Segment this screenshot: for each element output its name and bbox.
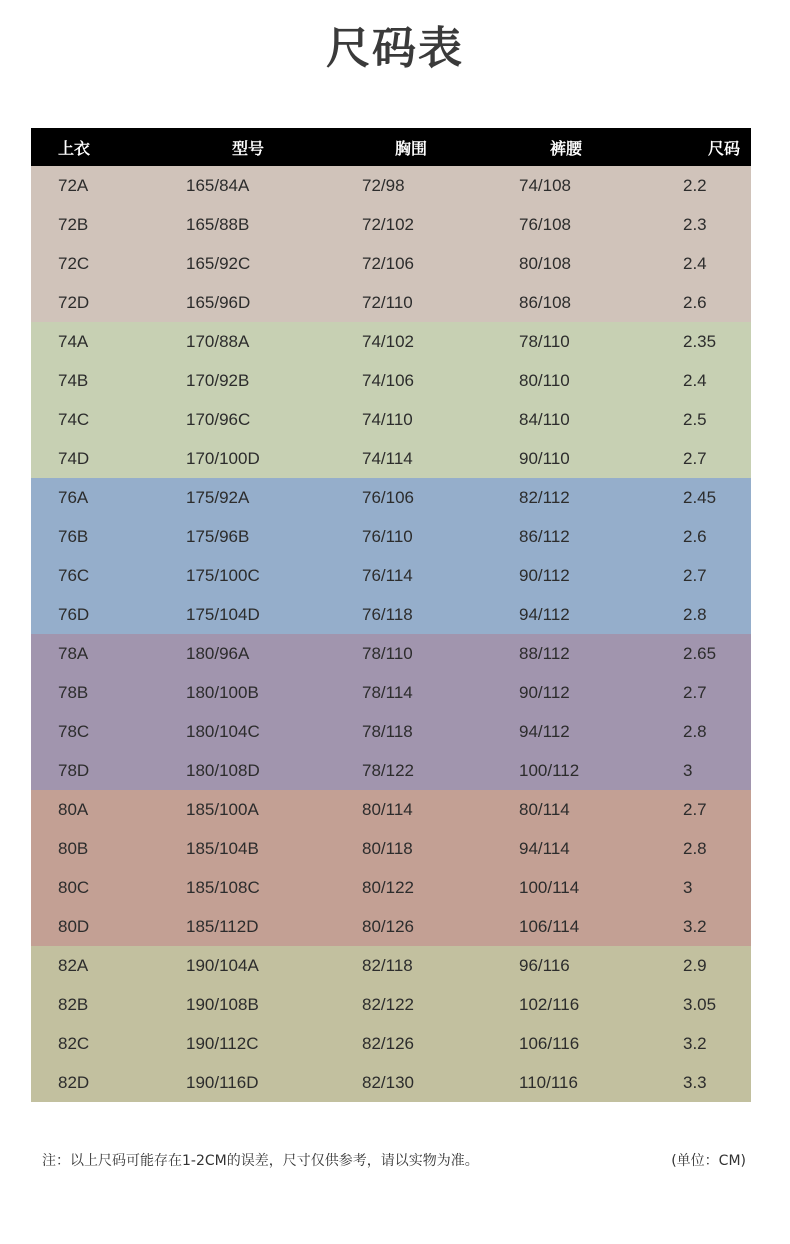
- cell-top: 80D: [58, 916, 90, 936]
- size-group: [31, 478, 751, 634]
- cell-top: 78D: [58, 760, 90, 780]
- cell-chest: 80/122: [362, 877, 414, 897]
- cell-top: 76D: [58, 604, 90, 624]
- cell-model: 190/104A: [186, 955, 259, 975]
- cell-top: 76B: [58, 526, 89, 546]
- cell-waist: 78/110: [519, 331, 570, 351]
- table-row: [31, 751, 751, 790]
- table-body: [31, 166, 751, 1102]
- cell-size: 2.8: [683, 604, 707, 624]
- cell-model: 175/92A: [186, 487, 250, 507]
- cell-model: 185/100A: [186, 799, 259, 819]
- table-row: [31, 946, 751, 985]
- cell-top: 74C: [58, 409, 90, 429]
- cell-top: 74D: [58, 448, 90, 468]
- cell-top: 72B: [58, 214, 89, 234]
- size-table: [31, 128, 751, 1102]
- cell-waist: 90/112: [519, 565, 570, 585]
- cell-waist: 100/114: [519, 877, 580, 897]
- table-row: [31, 985, 751, 1024]
- cell-top: 82D: [58, 1072, 90, 1092]
- cell-size: 2.3: [683, 214, 707, 234]
- cell-waist: 90/110: [519, 448, 570, 468]
- cell-model: 180/108D: [186, 760, 260, 780]
- cell-chest: 82/130: [362, 1072, 414, 1092]
- cell-chest: 78/122: [362, 760, 414, 780]
- cell-size: 2.6: [683, 526, 707, 546]
- cell-waist: 100/112: [519, 760, 580, 780]
- cell-model: 180/100B: [186, 682, 259, 702]
- unit-label: (单位：CM): [671, 1153, 746, 1169]
- cell-chest: 82/118: [362, 955, 413, 975]
- size-group: [31, 322, 751, 478]
- cell-top: 80B: [58, 838, 89, 858]
- cell-size: 2.45: [683, 487, 717, 507]
- cell-top: 74B: [58, 370, 89, 390]
- cell-size: 3.3: [683, 1072, 707, 1092]
- size-group: [31, 634, 751, 790]
- cell-waist: 88/112: [519, 643, 570, 663]
- cell-size: 2.6: [683, 292, 707, 312]
- cell-top: 78C: [58, 721, 90, 741]
- cell-chest: 76/110: [362, 526, 413, 546]
- cell-waist: 94/112: [519, 604, 570, 624]
- cell-waist: 94/114: [519, 838, 570, 858]
- cell-size: 2.4: [683, 253, 707, 273]
- cell-model: 165/84A: [186, 175, 250, 195]
- cell-chest: 72/102: [362, 214, 414, 234]
- cell-top: 76C: [58, 565, 90, 585]
- cell-size: 2.5: [683, 409, 707, 429]
- cell-chest: 76/118: [362, 604, 413, 624]
- cell-model: 170/92B: [186, 370, 250, 390]
- column-header-size: 尺码: [708, 138, 741, 158]
- table-row: [31, 790, 751, 829]
- cell-waist: 90/112: [519, 682, 570, 702]
- cell-waist: 96/116: [519, 955, 570, 975]
- cell-size: 2.2: [683, 175, 707, 195]
- cell-waist: 94/112: [519, 721, 570, 741]
- cell-size: 2.8: [683, 721, 707, 741]
- cell-size: 3.2: [683, 1033, 707, 1053]
- column-header-chest: 胸围: [395, 138, 428, 158]
- table-row: [31, 322, 751, 361]
- cell-model: 190/108B: [186, 994, 259, 1014]
- cell-chest: 80/118: [362, 838, 413, 858]
- cell-top: 82A: [58, 955, 89, 975]
- cell-waist: 84/110: [519, 409, 570, 429]
- table-row: [31, 868, 751, 907]
- cell-chest: 82/122: [362, 994, 414, 1014]
- cell-chest: 78/110: [362, 643, 413, 663]
- page-title: 尺码表: [326, 23, 464, 74]
- table-row: [31, 712, 751, 751]
- cell-waist: 102/116: [519, 994, 580, 1014]
- cell-model: 165/92C: [186, 253, 251, 273]
- table-row: [31, 673, 751, 712]
- table-row: [31, 517, 751, 556]
- cell-chest: 74/106: [362, 370, 414, 390]
- cell-chest: 80/114: [362, 799, 413, 819]
- cell-top: 82C: [58, 1033, 90, 1053]
- size-group: [31, 790, 751, 946]
- cell-model: 180/96A: [186, 643, 250, 663]
- cell-model: 190/112C: [186, 1033, 259, 1053]
- cell-size: 3: [683, 877, 693, 897]
- cell-chest: 74/114: [362, 448, 413, 468]
- cell-model: 175/96B: [186, 526, 250, 546]
- table-row: [31, 556, 751, 595]
- cell-chest: 72/98: [362, 175, 405, 195]
- cell-waist: 106/114: [519, 916, 580, 936]
- cell-model: 170/88A: [186, 331, 250, 351]
- cell-chest: 72/106: [362, 253, 414, 273]
- cell-size: 2.65: [683, 643, 717, 663]
- table-row: [31, 907, 751, 946]
- cell-waist: 82/112: [519, 487, 570, 507]
- cell-top: 74A: [58, 331, 89, 351]
- table-row: [31, 1024, 751, 1063]
- cell-model: 165/96D: [186, 292, 251, 312]
- cell-waist: 80/108: [519, 253, 571, 273]
- column-header-waist: 裤腰: [550, 138, 583, 158]
- cell-model: 180/104C: [186, 721, 260, 741]
- cell-size: 3.2: [683, 916, 707, 936]
- cell-size: 2.7: [683, 799, 707, 819]
- cell-model: 185/104B: [186, 838, 259, 858]
- cell-top: 78A: [58, 643, 89, 663]
- table-row: [31, 166, 751, 205]
- column-header-top: 上衣: [58, 138, 91, 158]
- size-group: [31, 166, 751, 322]
- cell-size: 2.8: [683, 838, 707, 858]
- cell-chest: 80/126: [362, 916, 414, 936]
- cell-top: 80C: [58, 877, 90, 897]
- cell-chest: 76/114: [362, 565, 413, 585]
- cell-waist: 80/110: [519, 370, 570, 390]
- table-row: [31, 400, 751, 439]
- cell-chest: 78/118: [362, 721, 413, 741]
- cell-model: 185/112D: [186, 916, 259, 936]
- table-row: [31, 361, 751, 400]
- cell-waist: 106/116: [519, 1033, 580, 1053]
- cell-model: 170/96C: [186, 409, 251, 429]
- table-row: [31, 1063, 751, 1102]
- cell-model: 170/100D: [186, 448, 260, 468]
- cell-chest: 76/106: [362, 487, 414, 507]
- cell-top: 82B: [58, 994, 89, 1014]
- cell-size: 2.35: [683, 331, 717, 351]
- cell-top: 78B: [58, 682, 89, 702]
- cell-waist: 86/112: [519, 526, 570, 546]
- footnote: 注：以上尺码可能存在1-2CM的误差，尺寸仅供参考，请以实物为准。: [42, 1153, 479, 1169]
- cell-size: 2.4: [683, 370, 707, 390]
- cell-top: 80A: [58, 799, 89, 819]
- cell-model: 185/108C: [186, 877, 260, 897]
- cell-chest: 78/114: [362, 682, 413, 702]
- cell-waist: 86/108: [519, 292, 571, 312]
- table-row: [31, 205, 751, 244]
- table-row: [31, 829, 751, 868]
- cell-size: 2.7: [683, 565, 707, 585]
- cell-top: 76A: [58, 487, 89, 507]
- table-row: [31, 478, 751, 517]
- cell-size: 2.9: [683, 955, 707, 975]
- cell-top: 72D: [58, 292, 90, 312]
- cell-top: 72A: [58, 175, 89, 195]
- cell-waist: 74/108: [519, 175, 571, 195]
- cell-waist: 76/108: [519, 214, 571, 234]
- cell-size: 3.05: [683, 994, 717, 1014]
- cell-chest: 72/110: [362, 292, 413, 312]
- cell-size: 3: [683, 760, 693, 780]
- cell-top: 72C: [58, 253, 90, 273]
- cell-model: 175/100C: [186, 565, 260, 585]
- cell-model: 165/88B: [186, 214, 250, 234]
- cell-chest: 82/126: [362, 1033, 414, 1053]
- table-row: [31, 595, 751, 634]
- cell-waist: 110/116: [519, 1072, 578, 1092]
- column-header-model: 型号: [232, 138, 265, 158]
- cell-size: 2.7: [683, 448, 707, 468]
- table-header: [31, 128, 751, 166]
- table-row: [31, 439, 751, 478]
- cell-model: 190/116D: [186, 1072, 259, 1092]
- cell-waist: 80/114: [519, 799, 570, 819]
- table-row: [31, 283, 751, 322]
- size-group: [31, 946, 751, 1102]
- cell-model: 175/104D: [186, 604, 260, 624]
- table-row: [31, 634, 751, 673]
- table-row: [31, 244, 751, 283]
- cell-chest: 74/110: [362, 409, 413, 429]
- cell-size: 2.7: [683, 682, 707, 702]
- cell-chest: 74/102: [362, 331, 414, 351]
